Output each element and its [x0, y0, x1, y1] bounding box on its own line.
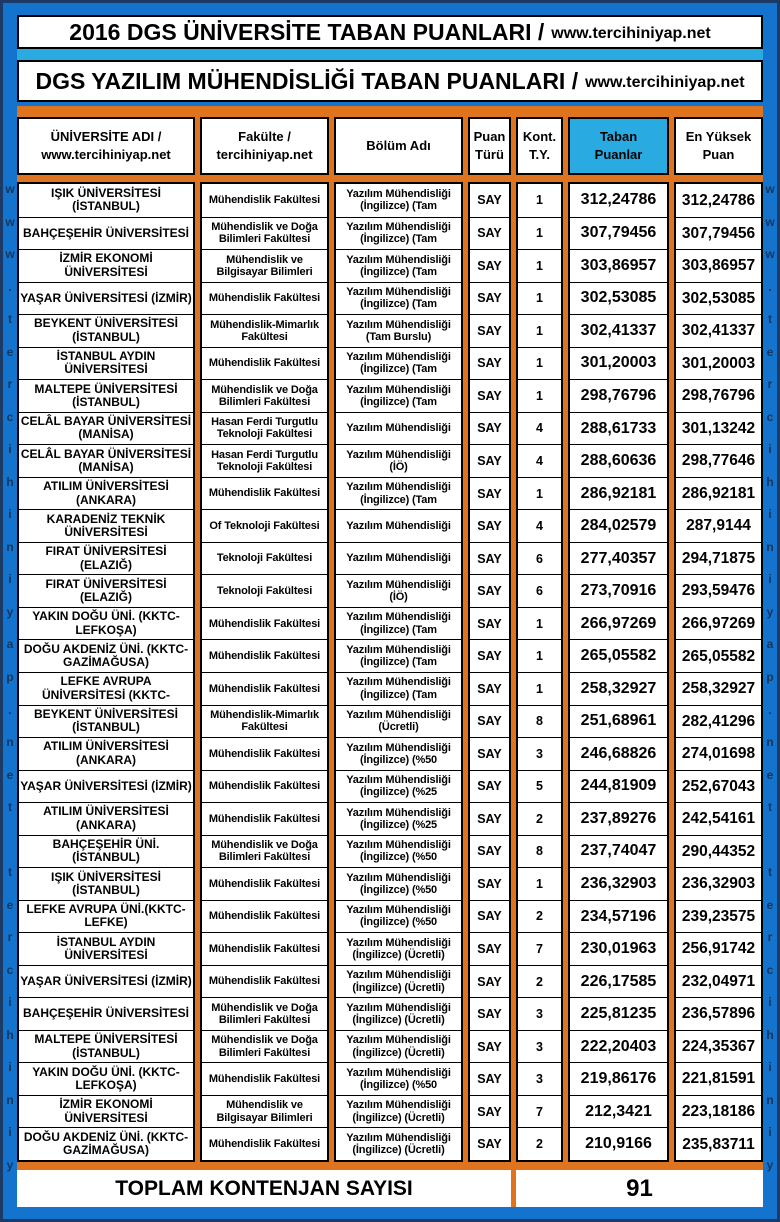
table-cell: Mühendislik Fakültesi [202, 282, 327, 315]
edge-letter: . [8, 279, 12, 294]
edge-letter: w [765, 247, 775, 262]
edge-letter: w [765, 214, 775, 229]
table-cell: Yazılım Mühendisliği (İngilizce) (Ücretli) [336, 1030, 461, 1063]
table-cell: MALTEPE ÜNİVERSİTESİ (İSTANBUL) [19, 379, 193, 412]
table-cell: DOĞU AKDENİZ ÜNİ. (KKTC-GAZİMAĞUSA) [19, 639, 193, 672]
table-cell: KARADENİZ TEKNİK ÜNİVERSİTESİ [19, 509, 193, 542]
table-cell: Yazılım Mühendisliği (İngilizce) (%25 [336, 802, 461, 835]
edge-letter: e [6, 767, 14, 782]
edge-letter: t [768, 312, 772, 327]
table-cell: Mühendislik ve Doğa Bilimleri Fakültesi [202, 835, 327, 868]
table-cell: Yazılım Mühendisliği (İngilizce) (%50 [336, 737, 461, 770]
table-cell: Yazılım Mühendisliği (İngilizce) (Tam [336, 217, 461, 250]
column-header: Bölüm Adı [334, 117, 463, 175]
edge-text-left [3, 183, 17, 1171]
title-bar-section [17, 60, 763, 102]
table-cell: 266,97269 [676, 607, 761, 640]
table-cell: 287,9144 [676, 509, 761, 542]
table-cell: 266,97269 [570, 607, 667, 640]
table-cell: Of Teknoloji Fakültesi [202, 509, 327, 542]
table-cell: 312,24786 [580, 191, 657, 209]
edge-letter: w [765, 182, 775, 196]
table-cell: Mühendislik Fakültesi [202, 639, 327, 672]
table-cell: SAY [470, 900, 509, 933]
table-cell: YAŞAR ÜNİVERSİTESİ (İZMİR) [19, 770, 193, 803]
table-cell: 298,77646 [676, 444, 761, 477]
edge-letter: c [766, 962, 774, 977]
table-cell: Yazılım Mühendisliği [336, 509, 461, 542]
table-cell: SAY [470, 705, 509, 738]
edge-letter: h [766, 1027, 774, 1042]
table-cell: 302,41337 [570, 314, 667, 347]
table-cell: BAHÇEŞEHİR ÜNİVERSİTESİ [19, 997, 193, 1030]
table-cell: Yazılım Mühendisliği (İngilizce) (Tam [346, 187, 451, 213]
table-cell: MALTEPE ÜNİVERSİTESİ (İSTANBUL) [19, 1030, 193, 1063]
table-cell: 277,40357 [570, 542, 667, 575]
table-cell: 265,05582 [570, 639, 667, 672]
edge-letter: p [766, 669, 774, 684]
table-cell: 236,32903 [570, 867, 667, 900]
table-cell: Mühendislik Fakültesi [202, 1127, 327, 1160]
column-header: Taban Puanlar [568, 117, 669, 175]
edge-letter: i [8, 995, 12, 1010]
table-cell: SAY [470, 314, 509, 347]
edge-letter: . [768, 702, 772, 717]
edge-letter: . [8, 702, 12, 717]
table-cell: 244,81909 [570, 770, 667, 803]
table-cell: İSTANBUL AYDIN ÜNİVERSİTESİ [19, 932, 193, 965]
edge-letter: c [6, 409, 14, 424]
edge-letter: y [6, 604, 14, 619]
table-cell: 7 [518, 932, 561, 965]
table-cell: 288,61733 [570, 412, 667, 445]
section-title-text: DGS YAZILIM MÜHENDİSLİĞİ TABAN PUANLARI / [35, 67, 579, 94]
table-cell: 290,44352 [676, 835, 761, 868]
table-cell: 2 [518, 900, 561, 933]
table-cell: 307,79456 [676, 217, 761, 250]
table-cell: 6 [518, 542, 561, 575]
table-cell: 1 [518, 347, 561, 380]
table-cell: 301,20003 [570, 347, 667, 380]
table-cell: 224,35367 [676, 1030, 761, 1063]
edge-letter: . [768, 279, 772, 294]
table-cell: SAY [470, 607, 509, 640]
edge-letter: i [8, 442, 12, 457]
edge-letter: c [766, 409, 774, 424]
table-cell: 1 [518, 867, 561, 900]
edge-letter: i [768, 442, 772, 457]
table-cell: LEFKE AVRUPA ÜNİ.(KKTC-LEFKE) [19, 900, 193, 933]
table-cell: Mühendislik ve Doğa Bilimleri Fakültesi [202, 1030, 327, 1063]
table-cell: SAY [470, 574, 509, 607]
edge-letter: p [6, 669, 14, 684]
table-cell: SAY [470, 965, 509, 998]
edge-letter: c [6, 962, 14, 977]
table-area [17, 106, 763, 1207]
cyan-divider-strip [17, 49, 763, 60]
table-cell: SAY [470, 932, 509, 965]
table-cell: Yazılım Mühendisliği (İngilizce) (Ücretli) [336, 997, 461, 1030]
table-cell: DOĞU AKDENİZ ÜNİ. (KKTC-GAZİMAĞUSA) [19, 1127, 193, 1160]
edge-text-right [763, 183, 777, 1171]
table-cell: SAY [470, 1030, 509, 1063]
edge-letter: i [8, 507, 12, 522]
edge-letter: y [766, 1157, 774, 1172]
table-cell: Mühendislik Fakültesi [202, 965, 327, 998]
table-cell: 1 [518, 477, 561, 510]
column-header: Fakülte / tercihiniyap.net [200, 117, 329, 175]
edge-letter: n [766, 1092, 774, 1107]
table-cell: BAHÇEŞEHİR ÜNİVERSİTESİ [19, 217, 193, 250]
table-cell: 3 [518, 1030, 561, 1063]
table-cell: 302,53085 [570, 282, 667, 315]
table-cell: SAY [470, 672, 509, 705]
table-cell: Mühendislik Fakültesi [202, 932, 327, 965]
edge-letter: i [768, 572, 772, 587]
table-cell: İSTANBUL AYDIN ÜNİVERSİTESİ [19, 347, 193, 380]
table-cell: 239,23575 [676, 900, 761, 933]
edge-letter: e [6, 344, 14, 359]
table-cell: FIRAT ÜNİVERSİTESİ (ELAZIĞ) [19, 542, 193, 575]
table-cell: 7 [518, 1095, 561, 1128]
edge-letter: i [768, 995, 772, 1010]
table-cell: SAY [470, 1062, 509, 1095]
column-header: Kont. T.Y. [516, 117, 563, 175]
table-cell: 2 [518, 1127, 561, 1160]
table-cell: Yazılım Mühendisliği (Tam Burslu) [336, 314, 461, 347]
table-cell: 235,83711 [676, 1127, 761, 1160]
table-cell: 6 [518, 574, 561, 607]
table-cell: 8 [518, 835, 561, 868]
table-cell: Yazılım Mühendisliği (İngilizce) (Tam [336, 672, 461, 705]
edge-letter: e [766, 344, 774, 359]
table-cell: 288,60636 [570, 444, 667, 477]
table-cell: 236,57896 [676, 997, 761, 1030]
table-cell: BEYKENT ÜNİVERSİTESİ (İSTANBUL) [19, 314, 193, 347]
column-header: ÜNİVERSİTE ADI / www.tercihiniyap.net [17, 117, 195, 175]
table-cell: 1 [536, 193, 543, 208]
table-cell: FIRAT ÜNİVERSİTESİ (ELAZIĞ) [19, 574, 193, 607]
table-cell: SAY [470, 770, 509, 803]
table-cell: 236,32903 [676, 867, 761, 900]
table-cell: 256,91742 [676, 932, 761, 965]
table-cell: 221,81591 [676, 1062, 761, 1095]
table-cell: 298,76796 [570, 379, 667, 412]
table-cell: Yazılım Mühendisliği (İÖ) [336, 574, 461, 607]
table-cell: 3 [518, 997, 561, 1030]
table-cell: 237,89276 [570, 802, 667, 835]
edge-letter: y [766, 604, 774, 619]
table-cell: 210,9166 [570, 1127, 667, 1160]
table-cell: Hasan Ferdi Turgutlu Teknoloji Fakültesi [202, 412, 327, 445]
table-cell: 4 [518, 412, 561, 445]
table-cell: Yazılım Mühendisliği (İngilizce) (%50 [336, 1062, 461, 1095]
table-cell: ATILIM ÜNİVERSİTESİ (ANKARA) [19, 802, 193, 835]
edge-letter: n [766, 735, 774, 750]
table-cell: SAY [470, 217, 509, 250]
table-cell: Mühendislik ve Doğa Bilimleri Fakültesi [202, 997, 327, 1030]
edge-letter: t [768, 800, 772, 815]
table-cell: Teknoloji Fakültesi [202, 574, 327, 607]
table-column [17, 182, 195, 1162]
edge-letter: i [8, 1125, 12, 1140]
table-cell: 286,92181 [676, 477, 761, 510]
table-column [468, 182, 511, 1162]
table-cell: SAY [470, 867, 509, 900]
edge-letter: h [766, 474, 774, 489]
table-cell: Mühendislik ve Doğa Bilimleri Fakültesi [202, 379, 327, 412]
table-cell: IŞIK ÜNİVERSİTESİ (İSTANBUL) [19, 867, 193, 900]
table-cell: 234,57196 [570, 900, 667, 933]
table-cell: Mühendislik Fakültesi [202, 770, 327, 803]
table-cell: 302,41337 [676, 314, 761, 347]
table-cell: 219,86176 [570, 1062, 667, 1095]
table-cell: SAY [470, 802, 509, 835]
table-cell: Mühendislik ve Doğa Bilimleri Fakültesi [202, 217, 327, 250]
table-cell: SAY [477, 193, 502, 208]
table-cell: Mühendislik Fakültesi [202, 900, 327, 933]
edge-letter: i [8, 1060, 12, 1075]
table-cell: 1 [518, 379, 561, 412]
table-cell: Yazılım Mühendisliği (İngilizce) (%50 [336, 867, 461, 900]
table-cell: LEFKE AVRUPA ÜNİVERSİTESİ (KKTC- [19, 672, 193, 705]
table-cell: 312,24786 [681, 191, 756, 209]
table-cell: SAY [470, 737, 509, 770]
table-column [334, 182, 463, 1162]
edge-letter: h [6, 474, 14, 489]
table-cell: Hasan Ferdi Turgutlu Teknoloji Fakültesi [202, 444, 327, 477]
total-quota-value: 91 [516, 1170, 763, 1207]
table-column [516, 182, 563, 1162]
table-cell: Mühendislik Fakültesi [202, 1062, 327, 1095]
table-cell: YAKIN DOĞU ÜNİ. (KKTC-LEFKOŞA) [19, 607, 193, 640]
table-cell: 301,13242 [676, 412, 761, 445]
table-cell: Yazılım Mühendisliği [336, 412, 461, 445]
table-column [568, 182, 669, 1162]
total-quota-label: TOPLAM KONTENJAN SAYISI [17, 1170, 511, 1207]
table-cell: SAY [470, 639, 509, 672]
table-cell: Teknoloji Fakültesi [202, 542, 327, 575]
edge-letter: r [767, 377, 773, 392]
table-cell: 246,68826 [570, 737, 667, 770]
table-footer-row [17, 1170, 763, 1207]
table-cell: SAY [470, 347, 509, 380]
table-cell: SAY [470, 1095, 509, 1128]
table-cell: Yazılım Mühendisliği (İngilizce) (Ücretli) [336, 1095, 461, 1128]
table-cell: 258,32927 [570, 672, 667, 705]
title-bar-main [17, 15, 763, 49]
edge-letter: t [768, 865, 772, 880]
table-cell: Mühendislik ve Bilgisayar Bilimleri [202, 1095, 327, 1128]
edge-letter: a [6, 637, 14, 652]
table-cell: 303,86957 [676, 249, 761, 282]
table-cell: 2 [518, 965, 561, 998]
table-cell: Mühendislik Fakültesi [202, 347, 327, 380]
edge-letter: w [5, 182, 15, 196]
table-cell: Yazılım Mühendisliği (İÖ) [336, 444, 461, 477]
table-cell: Yazılım Mühendisliği (İngilizce) (Tam [336, 282, 461, 315]
table-cell: ATILIM ÜNİVERSİTESİ (ANKARA) [19, 737, 193, 770]
table-cell: 8 [518, 705, 561, 738]
table-cell: 1 [518, 282, 561, 315]
table-cell: 232,04971 [676, 965, 761, 998]
table-cell: 226,17585 [570, 965, 667, 998]
table-cell: Mühendislik Fakültesi [202, 737, 327, 770]
table-cell: Mühendislik Fakültesi [202, 672, 327, 705]
table-cell: 5 [518, 770, 561, 803]
edge-letter: w [5, 247, 15, 262]
table-cell: 252,67043 [676, 770, 761, 803]
edge-letter: t [8, 865, 12, 880]
edge-letter: a [766, 637, 774, 652]
section-site-text: www.tercihiniyap.net [585, 73, 745, 91]
table-column [674, 182, 763, 1162]
edge-letter: i [768, 1060, 772, 1075]
table-cell: 273,70916 [570, 574, 667, 607]
edge-letter: n [6, 735, 14, 750]
table-cell: 293,59476 [676, 574, 761, 607]
table-cell: 212,3421 [570, 1095, 667, 1128]
table-cell: 2 [518, 802, 561, 835]
table-cell: Yazılım Mühendisliği (İngilizce) (%50 [336, 900, 461, 933]
table-cell: SAY [470, 379, 509, 412]
table-cell: SAY [470, 509, 509, 542]
edge-letter: t [8, 800, 12, 815]
table-cell: 3 [518, 1062, 561, 1095]
table-cell: Mühendislik-Mimarlık Fakültesi [202, 314, 327, 347]
table-cell: Yazılım Mühendisliği (İngilizce) (%50 [336, 835, 461, 868]
table-cell: 222,20403 [570, 1030, 667, 1063]
title-main-text: 2016 DGS ÜNİVERSİTE TABAN PUANLARI / [69, 18, 545, 45]
table-cell: IŞIK ÜNİVERSİTESİ (İSTANBUL) [50, 185, 162, 214]
table-cell: 1 [518, 607, 561, 640]
table-cell: 230,01963 [570, 932, 667, 965]
table-cell: 307,79456 [570, 217, 667, 250]
table-cell: Mühendislik Fakültesi [202, 477, 327, 510]
table-cell: CELÂL BAYAR ÜNİVERSİTESİ (MANİSA) [19, 412, 193, 445]
edge-letter: e [766, 897, 774, 912]
table-cell: 1 [518, 314, 561, 347]
table-cell: 1 [518, 217, 561, 250]
table-cell: 242,54161 [676, 802, 761, 835]
table-header-row [17, 117, 763, 175]
edge-letter: w [5, 214, 15, 229]
title-site-text: www.tercihiniyap.net [551, 24, 711, 42]
edge-letter: i [768, 507, 772, 522]
edge-letter: i [8, 572, 12, 587]
table-cell: Mühendislik ve Bilgisayar Bilimleri [202, 249, 327, 282]
table-cell: 251,68961 [570, 705, 667, 738]
table-body [17, 182, 763, 1162]
edge-letter: n [6, 539, 14, 554]
table-cell: 4 [518, 509, 561, 542]
table-cell: SAY [470, 835, 509, 868]
table-cell: 1 [518, 672, 561, 705]
edge-letter: r [767, 930, 773, 945]
table-cell: YAŞAR ÜNİVERSİTESİ (İZMİR) [19, 965, 193, 998]
table-cell: BAHÇEŞEHİR ÜNİ. (İSTANBUL) [19, 835, 193, 868]
table-cell: İZMİR EKONOMİ ÜNİVERSİTESİ [19, 1095, 193, 1128]
table-cell: Yazılım Mühendisliği (İngilizce) (Ücretli) [336, 932, 461, 965]
table-cell: Yazılım Mühendisliği (İngilizce) (Tam [336, 477, 461, 510]
table-cell: 237,74047 [570, 835, 667, 868]
edge-letter: r [7, 377, 13, 392]
table-cell: SAY [470, 249, 509, 282]
table-cell: 303,86957 [570, 249, 667, 282]
table-cell: Yazılım Mühendisliği (İngilizce) (Tam [336, 607, 461, 640]
table-cell: Yazılım Mühendisliği (İngilizce) (Ücretli) [336, 965, 461, 998]
table-cell: Yazılım Mühendisliği (İngilizce) (Tam [336, 379, 461, 412]
table-cell: 286,92181 [570, 477, 667, 510]
column-header: En Yüksek Puan [674, 117, 763, 175]
table-cell: Yazılım Mühendisliği (İngilizce) (Tam [336, 639, 461, 672]
column-header: Puan Türü [468, 117, 511, 175]
table-cell: SAY [470, 412, 509, 445]
edge-letter: y [6, 1157, 14, 1172]
table-cell: SAY [470, 444, 509, 477]
table-cell: 1 [518, 639, 561, 672]
table-cell: Yazılım Mühendisliği (İngilizce) (%25 [336, 770, 461, 803]
table-cell: YAKIN DOĞU ÜNİ. (KKTC-LEFKOŞA) [19, 1062, 193, 1095]
edge-letter: n [6, 1092, 14, 1107]
table-cell: Yazılım Mühendisliği (İngilizce) (Tam [336, 347, 461, 380]
table-cell: SAY [470, 997, 509, 1030]
table-cell: 258,32927 [676, 672, 761, 705]
table-cell: 294,71875 [676, 542, 761, 575]
edge-letter: i [768, 1125, 772, 1140]
table-cell: 284,02579 [570, 509, 667, 542]
table-cell: 301,20003 [676, 347, 761, 380]
table-cell: 282,41296 [676, 705, 761, 738]
table-cell: 302,53085 [676, 282, 761, 315]
table-cell: 4 [518, 444, 561, 477]
table-cell: Yazılım Mühendisliği (İngilizce) (Tam [336, 249, 461, 282]
table-column [200, 182, 329, 1162]
table-cell: Yazılım Mühendisliği (Ücretli) [336, 705, 461, 738]
edge-letter: h [6, 1027, 14, 1042]
table-cell: BEYKENT ÜNİVERSİTESİ (İSTANBUL) [19, 705, 193, 738]
table-cell: SAY [470, 1127, 509, 1160]
table-cell: SAY [470, 282, 509, 315]
table-cell: YAŞAR ÜNİVERSİTESİ (İZMİR) [19, 282, 193, 315]
table-cell: SAY [470, 542, 509, 575]
table-cell: 274,01698 [676, 737, 761, 770]
table-cell: 1 [518, 249, 561, 282]
table-cell: 3 [518, 737, 561, 770]
table-cell: İZMİR EKONOMİ ÜNİVERSİTESİ [19, 249, 193, 282]
table-cell: ATILIM ÜNİVERSİTESİ (ANKARA) [19, 477, 193, 510]
table-cell: Mühendislik Fakültesi [202, 802, 327, 835]
table-cell: Yazılım Mühendisliği [336, 542, 461, 575]
table-cell: Yazılım Mühendisliği (İngilizce) (Ücretli) [336, 1127, 461, 1160]
edge-letter: r [7, 930, 13, 945]
table-cell: 265,05582 [676, 639, 761, 672]
edge-letter: n [766, 539, 774, 554]
table-cell: Mühendislik Fakültesi [202, 607, 327, 640]
edge-letter: e [6, 897, 14, 912]
table-cell: 298,76796 [676, 379, 761, 412]
table-cell: Mühendislik-Mimarlık Fakültesi [202, 705, 327, 738]
table-cell: Mühendislik Fakültesi [202, 867, 327, 900]
table-cell: CELÂL BAYAR ÜNİVERSİTESİ (MANİSA) [19, 444, 193, 477]
table-cell: Mühendislik Fakültesi [208, 194, 321, 207]
edge-letter: e [766, 767, 774, 782]
table-cell: SAY [470, 477, 509, 510]
table-cell: 225,81235 [570, 997, 667, 1030]
edge-letter: t [8, 312, 12, 327]
table-cell: 223,18186 [676, 1095, 761, 1128]
